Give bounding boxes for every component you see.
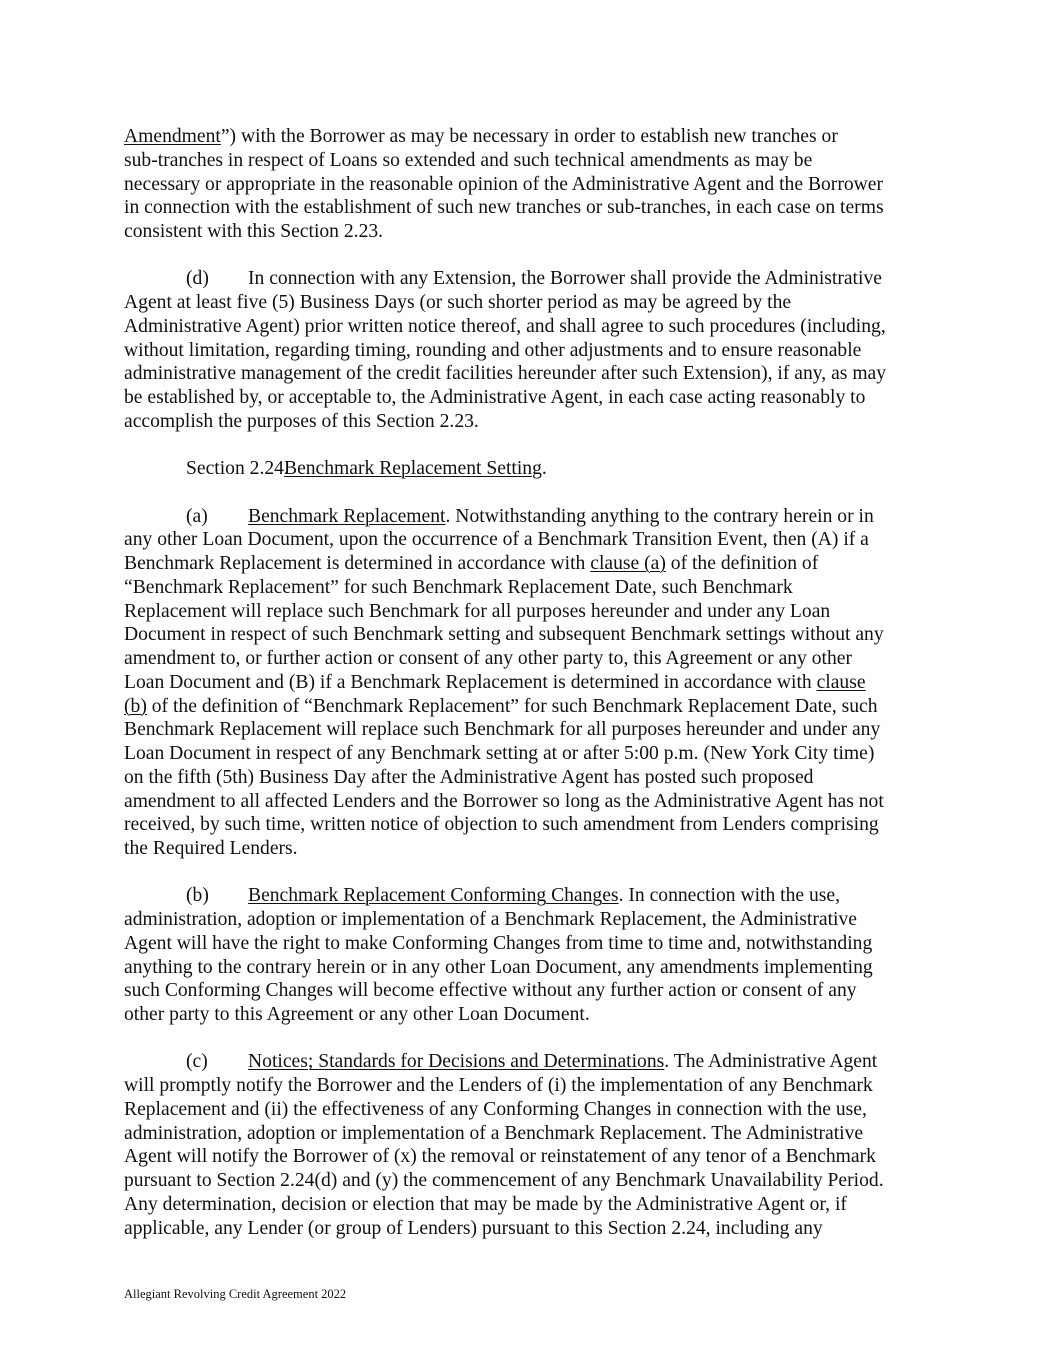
text-line: consistent with this Section 2.23. xyxy=(124,221,384,242)
paragraph-heading: Benchmark Replacement Conforming Changes xyxy=(248,885,619,907)
text-line: other party to this Agreement or any other Loan Document. xyxy=(124,1004,590,1026)
text-line: (b) Benchmark Replacement Conforming Changes. In connection with the use, xyxy=(186,885,841,907)
paragraph-label: (b) xyxy=(186,885,209,907)
text-line: Loan Document and (B) if a Benchmark Replacement is determined in accordance with clause xyxy=(124,671,866,693)
text-line: administration, adoption or implementation of a Benchmark Replacement, the Administrative xyxy=(124,909,857,931)
clause-reference: clause (a) xyxy=(590,553,666,575)
clause-reference: clause xyxy=(816,671,866,693)
text-line: administrative management of the credit facilities hereunder after such Extension), if any, as may xyxy=(124,363,887,385)
text-line: administration, adoption or implementation of a Benchmark Replacement. The Administrative xyxy=(124,1122,864,1144)
text-line: (c) Notices; Standards for Decisions and Determinations. The Administrative Agent xyxy=(186,1051,878,1073)
text-line: accomplish the purposes of this Section 2.23. xyxy=(124,410,479,432)
text-line: Agent at least five (5) Business Days (or such shorter period as may be agreed by the xyxy=(124,292,792,314)
text-line: Benchmark Replacement will replace such Benchmark for all purposes hereunder and under any xyxy=(124,719,881,741)
continuation-paragraph xyxy=(124,125,934,244)
text-line: (a) Benchmark Replacement. Notwithstanding anything to the contrary herein or in xyxy=(186,505,874,527)
text-line: necessary or appropriate in the reasonable opinion of the Administrative Agent and the Borrower xyxy=(124,173,884,195)
paragraph-label: (a) xyxy=(186,505,208,527)
text-line: “Benchmark Replacement” for such Benchmark Replacement Date, such Benchmark xyxy=(124,576,793,598)
text-line: Administrative Agent) prior written notice thereof, and shall agree to such procedures (including, xyxy=(124,315,886,337)
paragraph-b xyxy=(124,884,934,1027)
defined-term-amendment: Amendment xyxy=(124,126,221,147)
text-line: Replacement and (ii) the effectiveness of any Conforming Changes in connection with the use, xyxy=(124,1098,867,1120)
text-line: Benchmark Replacement is determined in accordance with clause (a) of the definition of xyxy=(124,553,819,575)
text-line: be established by, or acceptable to, the Administrative Agent, in each case acting reasonably to xyxy=(124,387,866,409)
text-line: Replacement will replace such Benchmark for all purposes hereunder and under any Loan xyxy=(124,600,831,622)
text-line: (d) In connection with any Extension, the Borrower shall provide the Administrative xyxy=(186,268,882,290)
paragraph-d xyxy=(124,267,934,433)
text-line: on the fifth (5th) Business Day after the Administrative Agent has posted such proposed xyxy=(124,766,814,788)
paragraph-c xyxy=(124,1050,934,1240)
document-page xyxy=(124,125,934,1264)
text-line: sub-tranches in respect of Loans so extended and such technical amendments as may be xyxy=(124,149,813,171)
page-footer: Allegiant Revolving Credit Agreement 2022 xyxy=(124,1287,347,1301)
text-line: such Conforming Changes will become effective without any further action or consent of any xyxy=(124,980,857,1002)
text-line: the Required Lenders. xyxy=(124,838,298,860)
text-line: Agent will have the right to make Conforming Changes from time to time and, notwithstanding xyxy=(124,932,873,954)
text-line: without limitation, regarding timing, rounding and other adjustments and to ensure reasonable xyxy=(124,339,862,361)
paragraph-a xyxy=(124,505,934,861)
paragraph-label: (c) xyxy=(186,1051,208,1073)
paragraph-heading: Benchmark Replacement xyxy=(248,505,446,527)
text-line: Loan Document in respect of any Benchmark setting at or after 5:00 p.m. (New York City time) xyxy=(124,743,875,765)
text-line: anything to the contrary herein or in any other Loan Document, any amendments implementing xyxy=(124,956,873,978)
text-line: Document in respect of such Benchmark setting and subsequent Benchmark settings without any xyxy=(124,624,884,646)
text-line: Agent will notify the Borrower of (x) the removal or reinstatement of any tenor of a Benchmark xyxy=(124,1146,876,1168)
text-line: pursuant to Section 2.24(d) and (y) the commencement of any Benchmark Unavailability Period. xyxy=(124,1170,884,1192)
text-line: applicable, any Lender (or group of Lenders) pursuant to this Section 2.24, including any xyxy=(124,1217,823,1239)
text-line: amendment to, or further action or consent of any other party to, this Agreement or any other xyxy=(124,648,853,670)
text-line: in connection with the establishment of such new tranches or sub-tranches, in each case on terms xyxy=(124,197,884,219)
paragraph-heading: Notices; Standards for Decisions and Determinations xyxy=(248,1051,665,1073)
section-heading: Section 2.24.Benchmark Replacement Setting. xyxy=(186,458,547,480)
text-line: Any determination, decision or election that may be made by the Administrative Agent or, if xyxy=(124,1193,847,1215)
section-number: Section 2.24. xyxy=(186,458,289,480)
text-line: Amendment”) with the Borrower as may be necessary in order to establish new tranches or xyxy=(124,126,838,147)
text-line: will promptly notify the Borrower and the Lenders of (i) the implementation of any Benchmark xyxy=(124,1075,873,1097)
text-line: received, by such time, written notice of objection to such amendment from Lenders comprising xyxy=(124,814,879,836)
text-line: amendment to all affected Lenders and the Borrower so long as the Administrative Agent has not xyxy=(124,790,884,812)
clause-reference: (b) xyxy=(124,695,147,717)
text-line: (b) of the definition of “Benchmark Replacement” for such Benchmark Replacement Date, such xyxy=(124,695,878,717)
text-line: any other Loan Document, upon the occurrence of a Benchmark Transition Event, then (A) if a xyxy=(124,529,869,551)
section-title: Benchmark Replacement Setting xyxy=(284,458,542,480)
paragraph-label: (d) xyxy=(186,268,209,290)
